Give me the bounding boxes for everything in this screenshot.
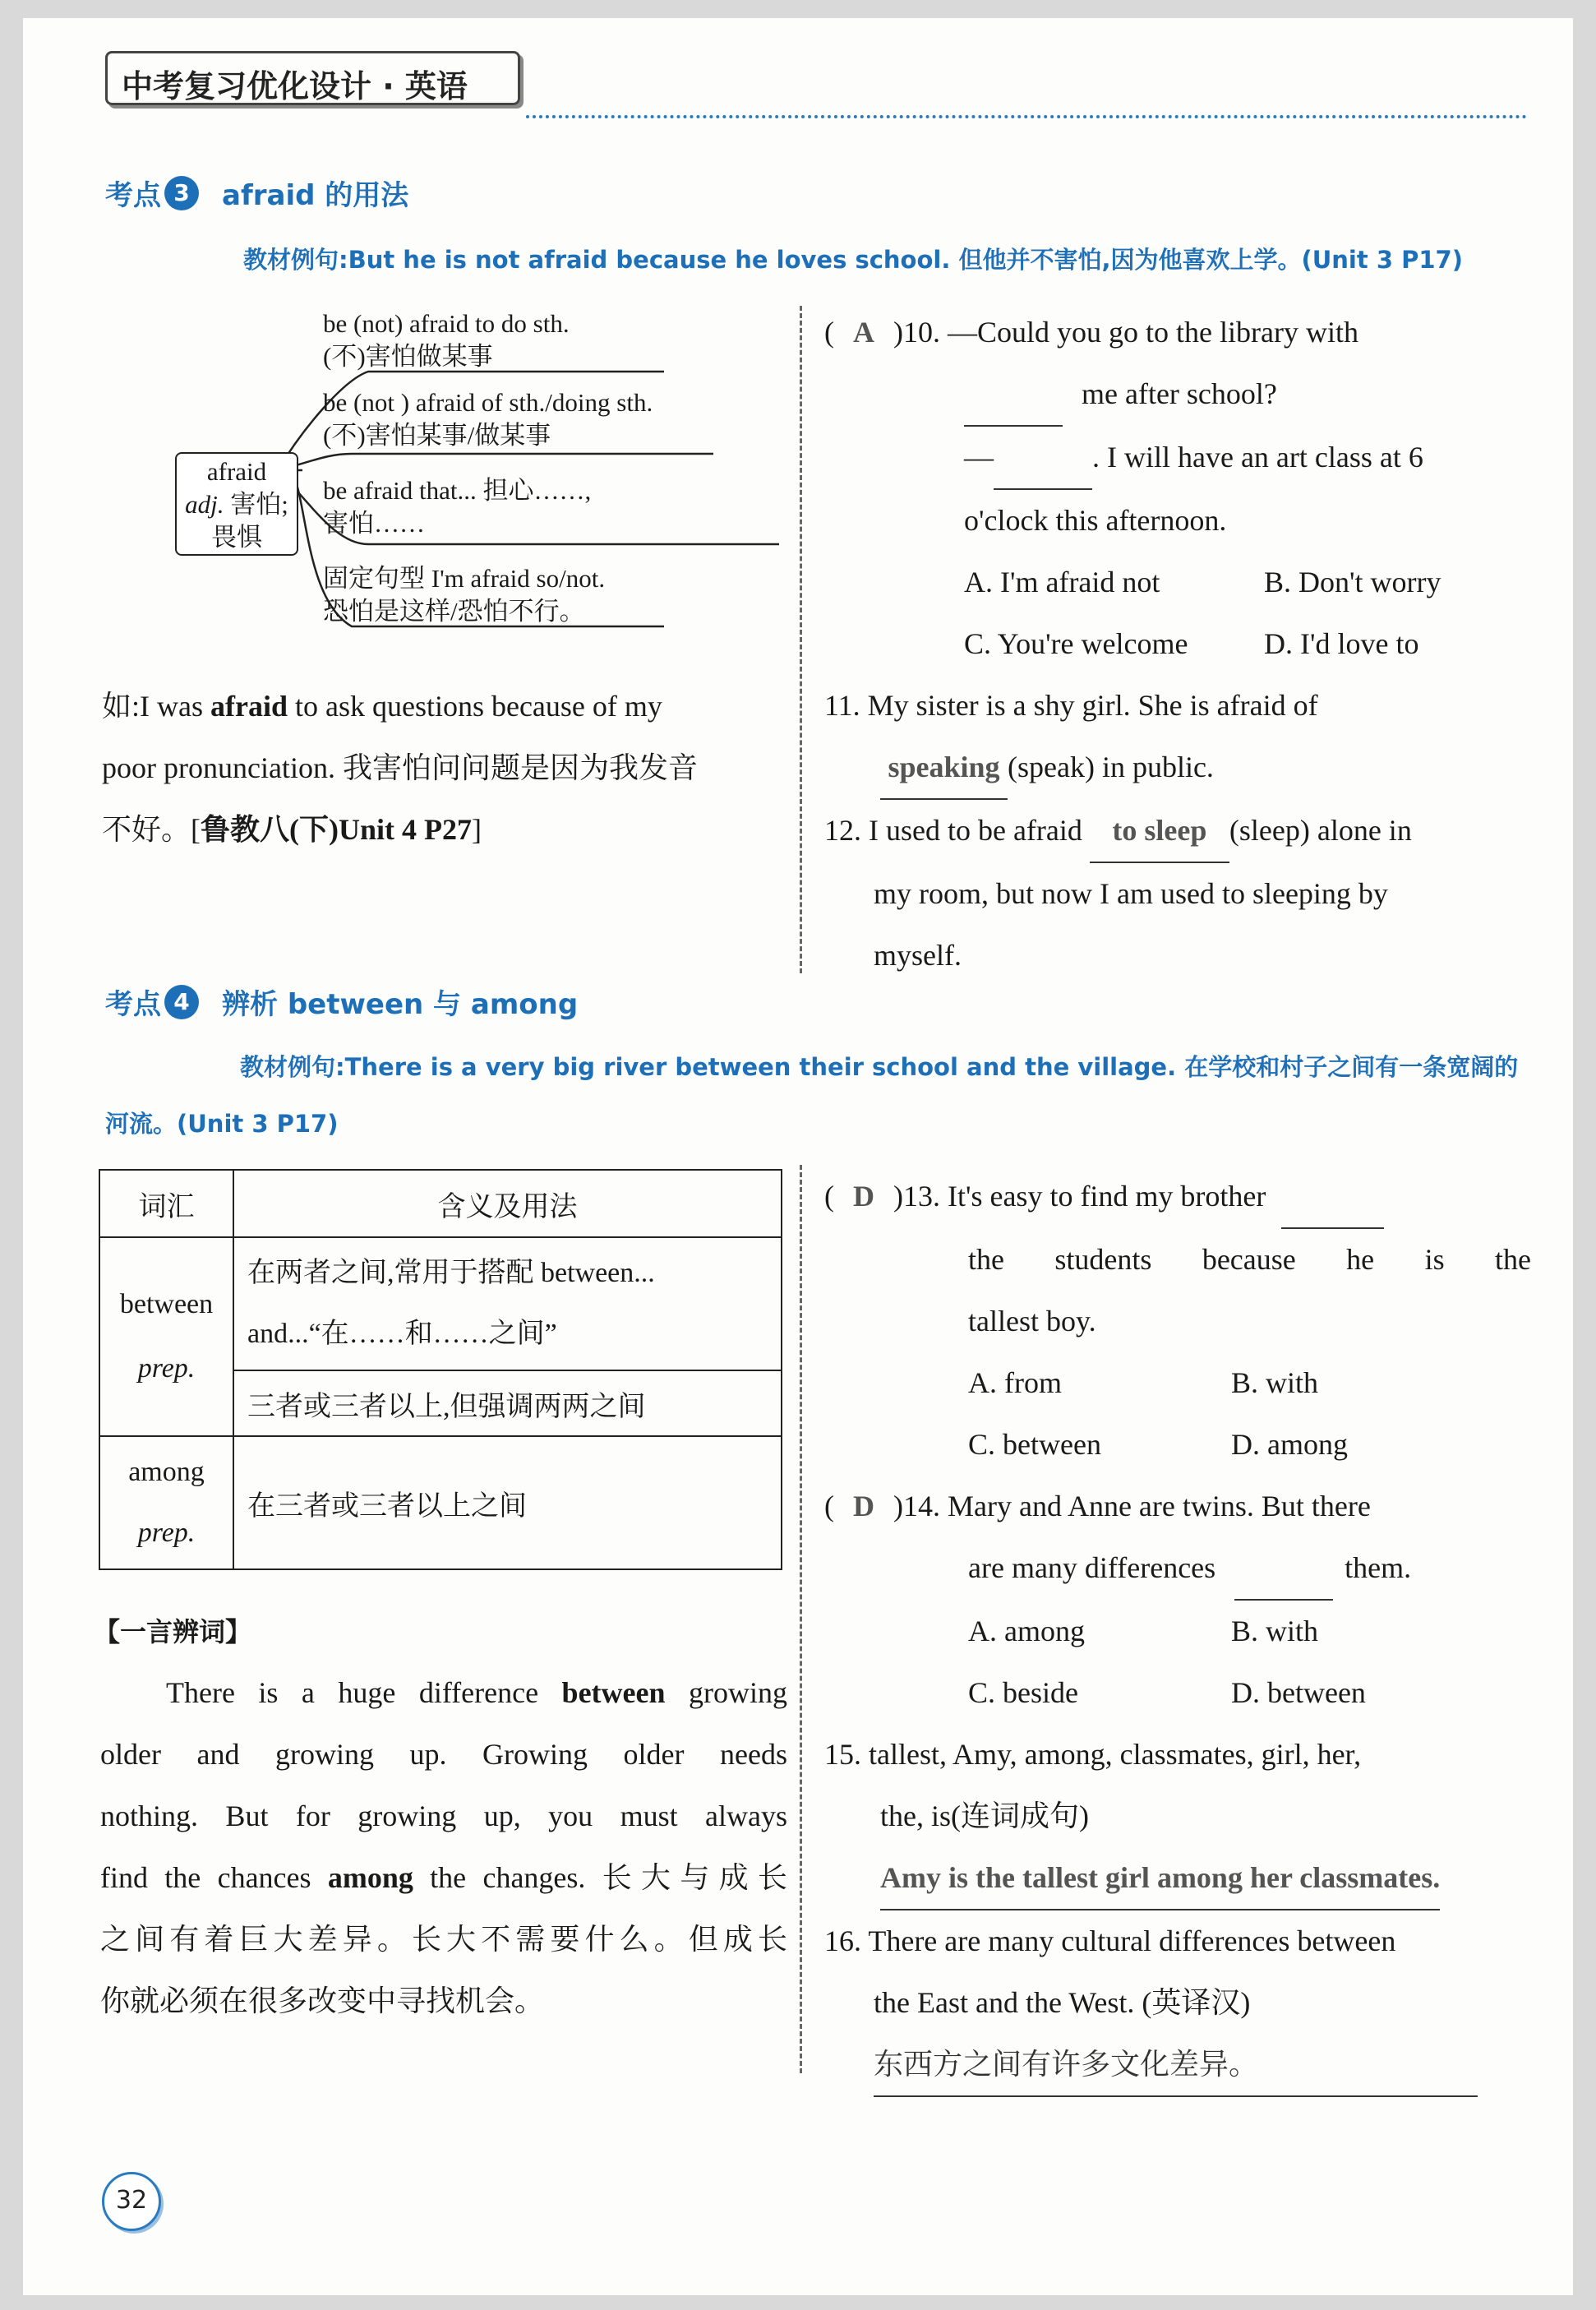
table-among-pos: prep. [137,1518,196,1548]
point3-example: 教材例句:But he is not afraid because he loves school. 但他并不害怕,因为他喜欢上学。(Unit 3 P17) [243,246,1463,274]
mindmap-branch-1 [323,307,570,373]
table-between-word: between [119,1289,214,1319]
table-among-word: among [128,1457,205,1487]
mindmap-branch-2 [323,386,653,452]
mindmap-branch-4 [323,562,605,628]
sample-line3: 不好。[鲁教八(下)Unit 4 P27] [102,813,482,846]
q13-option-b: B. with [1231,1366,1319,1399]
q11-line2: speaking (speak) in public. [824,737,1531,800]
q10-option-b: B. Don't worry [1264,566,1441,598]
q16-line1: 16. There are many cultural differences between [824,1924,1396,1957]
table-between-usage-1: 在两者之间,常用于搭配 between... and...“在……和……之间” [233,1237,782,1370]
mindmap-branch-3 [323,474,591,540]
branch-2-line1: be (not ) afraid of sth./doing sth. [323,388,653,417]
q10-line3: — . I will have an art class at 6 [824,427,1531,490]
sample-line2: poor pronunciation. 我害怕问问题是因为我发音 [102,751,698,784]
branch-3-line1: be afraid that... 担心……, [323,476,592,505]
point3-label: 考点 [105,179,161,212]
q13-option-c: C. between [968,1428,1101,1461]
q10-option-d: D. I'd love to [1264,627,1419,660]
center-meaning-1: 害怕; [230,490,288,519]
table-head-word: 词汇 [99,1170,233,1237]
table-head-usage: 含义及用法 [233,1170,782,1237]
branch-1-line1: be (not) afraid to do sth. [323,309,570,338]
page [23,18,1573,2295]
q13-options-row1 [824,1352,1531,1414]
q11-line1: 11. My sister is a shy girl. She is afraid of [824,689,1318,722]
q14-line2: are many differences them. [824,1537,1531,1601]
q12-line3: myself. [874,939,962,972]
header-dotted-rule [526,115,1527,118]
branch-4-line2: 恐怕是这样/恐怕不行。 [323,597,585,626]
q13-option-d: D. among [1231,1428,1348,1461]
point4-title: 辨析 between 与 among [222,988,579,1021]
q12-line2: my room, but now I am used to sleeping by [874,877,1388,910]
q14-blank[interactable] [1234,1537,1333,1601]
q14-line1: ( D )14. Mary and Anne are twins. But there [824,1476,1531,1537]
q15-line1: 15. tallest, Amy, among, classmates, girl, her, [824,1738,1362,1771]
yiyan-line-5: 之间有着巨大差异。长大不需要什么。但成长 [100,1923,787,1956]
q14-options-row2 [824,1662,1531,1724]
q13-line3: tallest boy. [968,1305,1096,1337]
q10-blank-1[interactable] [964,363,1063,427]
point3-number-badge: 3 [164,176,199,210]
table-among-cell [99,1436,233,1569]
yiyan-line-6: 你就必须在很多改变中寻找机会。 [100,1984,545,2017]
center-meaning-2: 畏惧 [211,523,262,552]
sample-line1-text: 如:I was afraid to ask questions because of my [102,690,662,723]
q16-line2: the East and the West. (英译汉) [874,1986,1251,2019]
q16-answer[interactable]: 东西方之间有许多文化差异。 [874,2034,1478,2097]
q14-option-a: A. among [968,1615,1085,1647]
header-title: 中考复习优化设计 · 英语 [122,68,468,104]
vocab-table [99,1169,782,1570]
branch-2-line2: (不)害怕某事/做某事 [323,421,551,450]
q10-line4: o'clock this afternoon. [964,504,1227,537]
table-between-cell [99,1237,233,1436]
table-between-usage-2: 三者或三者以上,但强调两两之间 [233,1370,782,1436]
point4-example-line2: 河流。(Unit 3 P17) [105,1110,339,1138]
branch-3-line2: 害怕…… [323,509,425,538]
q12-answer[interactable]: to sleep [1090,800,1229,863]
q15-line2: the, is(连词成句) [880,1799,1089,1832]
yiyan-line-1: There is a huge difference between growing [166,1676,787,1709]
point4-number-badge: 4 [164,985,199,1019]
q10-options-row1 [824,552,1531,613]
q10-option-c: C. You're welcome [964,627,1188,660]
column-divider-top [800,306,802,973]
q16-answer-line [824,2034,1531,2097]
q10-options-row2 [824,613,1531,675]
q10-option-a: A. I'm afraid not [964,566,1160,598]
sample-line1 [102,676,805,737]
point3-heading [105,173,408,213]
point4-label: 考点 [105,988,161,1021]
page-number: 32 [115,2186,148,2215]
point3-sample [102,676,805,861]
q15-answer[interactable]: Amy is the tallest girl among her classmates. [880,1847,1440,1910]
column-divider-bottom [800,1165,802,2073]
q13-line1: ( D )13. It's easy to find my brother [824,1166,1531,1229]
q13-option-a: A. from [968,1366,1062,1399]
yiyan-line-4: find the chances among the changes. 长大与成长 [100,1861,787,1894]
q10-blank-2[interactable] [994,427,1092,490]
yiyan-title: 【一言辨词】 [94,1616,252,1647]
yiyan-paragraph [100,1662,787,2032]
q10-answer: A [853,316,874,349]
point4-heading [105,982,578,1022]
yiyan-line-2: older and growing up. Growing older needs [100,1738,787,1771]
q10 [824,302,1531,986]
q12-line1: 12. I used to be afraid to sleep (sleep) alone in [824,800,1531,863]
q15-answer-line [824,1847,1531,1910]
q13-answer: D [853,1180,874,1213]
yiyan-line-3: nothing. But for growing up, you must always [100,1799,787,1832]
q10-line2: me after school? [824,363,1531,427]
q13-q16 [824,1166,1531,2097]
center-meaning [177,488,297,521]
center-word: afraid [206,457,267,486]
branch-1-line2: (不)害怕做某事 [323,342,493,371]
q13-blank[interactable] [1281,1166,1384,1229]
table-among-usage: 在三者或三者以上之间 [233,1436,782,1569]
point4-example-line1: 教材例句:There is a very big river between their school and the village. 在学校和村子之间有一条宽阔的 [240,1053,1519,1081]
center-pos: adj. [185,490,224,519]
afraid-center-box [175,452,298,556]
q13-options-row2 [824,1414,1531,1476]
branch-4-line1: 固定句型 I'm afraid so/not. [323,564,606,593]
q10-line1: ( A )10. —Could you go to the library with [824,302,1531,363]
point3-title: afraid 的用法 [222,179,409,212]
q14-options-row1 [824,1601,1531,1662]
q14-option-d: D. between [1231,1676,1366,1709]
q11-answer[interactable]: speaking [880,737,1008,800]
table-between-pos: prep. [137,1353,196,1384]
q14-answer: D [853,1490,874,1522]
q13-line2: the students because he is the [968,1243,1531,1276]
q14-option-c: C. beside [968,1676,1078,1709]
q14-option-b: B. with [1231,1615,1319,1647]
